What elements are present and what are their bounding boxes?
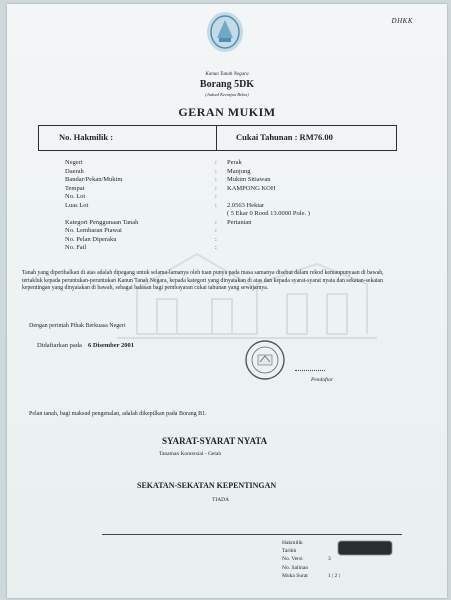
field-colon: : (215, 193, 217, 200)
tenure-paragraph: Tanah yang diperihalkan di atas adalah dipegang untuk selama-lamanya oleh tuan punya pada masa samanya disebut dalam rekod kemaupunyaan di bawah, tertakluk kepada peruntukan-peruntukan Kanun Tanah Negara, kepada kategori yang dinyatakan di atas dan kepada syarat-syarat nyata dan sekatan-sekatan kepentingan yang dinyatakan di bawah, sebagai balasan bagi pembayaran cukai tahunan yang sewajarnya. (22, 270, 384, 291)
field-colon: : (215, 176, 217, 183)
field-key: Negeri (65, 159, 83, 166)
hakmilik-label: No. Hakmilik : (59, 132, 114, 142)
registration-line (37, 342, 134, 349)
title-box-divider (216, 126, 217, 150)
field-colon: : (215, 167, 217, 175)
field-colon: : (215, 201, 217, 209)
meta-key: No. Salinan (282, 564, 308, 571)
redaction-block (338, 541, 392, 555)
meta-key: Hakmilik (282, 540, 303, 546)
land-title-document (7, 4, 447, 598)
document-code: DHKK (391, 17, 413, 25)
field-value: Mukim Sitiawan (227, 176, 271, 183)
document-meta (282, 539, 340, 580)
restrictions-heading: SEKATAN-SEKATAN KEPENTINGAN (137, 481, 277, 490)
field-value: KAMPONG KOH (227, 184, 276, 192)
field-key: No. Lembaran Piawai (65, 227, 122, 234)
plan-note: Pelan tanah, bagi maksud pengenalan, adalah dikepilkan pada Borang B1. (29, 411, 207, 417)
restrictions-text: TIADA (212, 497, 230, 503)
meta-key: Muka Surat (282, 572, 308, 579)
meta-row (282, 555, 340, 563)
meta-row (282, 547, 340, 555)
act-line: Kanun Tanah Negara (205, 72, 249, 77)
meta-row (282, 539, 340, 547)
field-key: Bandar/Pekan/Mukim (65, 176, 123, 183)
field-key: Kategori Penggunaan Tanah (65, 218, 139, 226)
field-colon: : (215, 218, 217, 226)
field-colon: : (215, 235, 217, 243)
field-key: Tempat (65, 184, 85, 192)
form-subtitle: (Jadual Keempat Belas) (205, 92, 249, 97)
field-value: Pertanian (227, 218, 252, 226)
annual-tax-label: Cukai Tahunan : RM76.00 (236, 132, 333, 142)
state-crest-icon (205, 10, 245, 54)
registration-date: 6 Disember 2001 (87, 342, 135, 349)
meta-row (282, 564, 340, 572)
conditions-heading: SYARAT-SYARAT NYATA (162, 436, 268, 446)
field-key: No. Lot (65, 193, 86, 200)
divider-line (102, 534, 402, 535)
field-key: No. Fail (65, 244, 87, 251)
field-colon: : (215, 159, 217, 166)
signature-line (295, 370, 325, 371)
meta-key: No. Versi (282, 556, 303, 563)
field-value: 2.0563 Hektar (227, 201, 265, 209)
meta-value: 1 | 2 | (328, 572, 340, 579)
field-key: No. Pelan Diperaku (65, 235, 117, 243)
meta-row (282, 572, 340, 580)
authority-line: Dengan perintah Pihak Berkuasa Negeri (29, 323, 126, 329)
field-colon: : (215, 227, 217, 234)
meta-value: 3 (328, 556, 331, 563)
registrar-label: Pendaftar (311, 377, 333, 383)
field-colon: : (215, 184, 217, 192)
form-name: Borang 5DK (199, 79, 255, 90)
official-seal-stamp (244, 338, 286, 382)
registration-label: Didaftarkan pada (37, 342, 82, 349)
document-title: GERAN MUKIM (178, 105, 276, 119)
meta-key: Tarikh (282, 548, 297, 555)
field-key: Daerah (65, 167, 84, 175)
conditions-text: Tanaman Komersial - Getah (159, 451, 222, 457)
field-value: ( 5 Ekar 0 Rood 13.0000 Pole. ) (227, 210, 310, 217)
title-box (38, 125, 397, 151)
field-colon: : (215, 244, 217, 251)
field-key: Luas Lot (65, 201, 89, 209)
field-value: Manjung (227, 167, 251, 175)
field-value: Perak (227, 159, 242, 166)
